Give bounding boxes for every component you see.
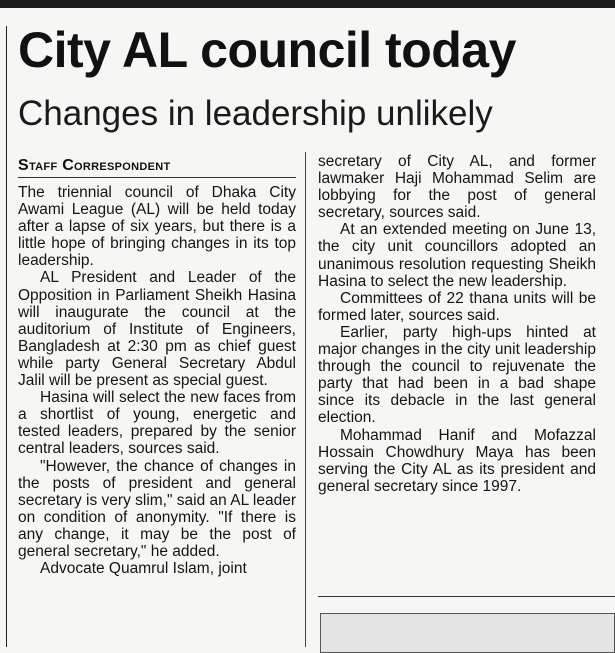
paragraph: secretary of City AL, and former lawmaker Haji Mohammad Selim are lobbying for the post of general secretary, sources said.: [318, 153, 596, 222]
article-column-1: [18, 184, 296, 577]
paragraph: Earlier, party high-ups hinted at major changes in the city unit leadership through the council to rejuvenate the party that had been in a bad shape since its debacle in the last general election.: [318, 323, 596, 427]
article-column-2: [318, 153, 596, 495]
paragraph: Mohammad Hanif and Mofazzal Hossain Chowdhury Maya has been serving the City AL as its president and general secretary since 1997.: [318, 426, 596, 495]
paragraph: Advocate Quamrul Islam, joint: [40, 560, 247, 578]
paragraph: Hasina will select the new faces from a shortlist of young, energetic and tested leaders, prepared by the senior central leaders, sources said.: [18, 389, 296, 458]
bottom-rule: [318, 596, 615, 597]
subheadline: Changes in leadership unlikely: [18, 94, 493, 133]
paragraph: Committees of 22 thana units will be formed later, sources said.: [318, 289, 596, 324]
byline: Staff Correspondent: [18, 157, 171, 174]
paragraph: The triennial council of Dhaka City Awami League (AL) will be held today after a lapse of six years, but there is a little hope of bringing changes in its top leadership.: [18, 184, 296, 270]
left-column-rule: [6, 26, 7, 647]
page-top-bar: [0, 0, 615, 8]
adjacent-box: [320, 613, 615, 653]
paragraph: "However, the chance of changes in the posts of president and general secretary is very slim," said an AL leader on condition of anonymity. "If there is any change, it may be the post of general secretary," he added.: [18, 457, 297, 560]
headline: City AL council today: [18, 22, 516, 78]
column-divider: [305, 152, 306, 647]
byline-rule: [18, 177, 296, 178]
paragraph: AL President and Leader of the Opposition in Parliament Sheikh Hasina will inaugurate the council at the auditorium of Institute of Engineers, Bangladesh at 2:30 pm as chief guest while party General Secretary Abdul Jalil will be present as special guest.: [18, 269, 296, 390]
paragraph: At an extended meeting on June 13, the city unit councillors adopted an unanimous resolution requesting Sheikh Hasina to select the new leadership.: [318, 221, 596, 290]
